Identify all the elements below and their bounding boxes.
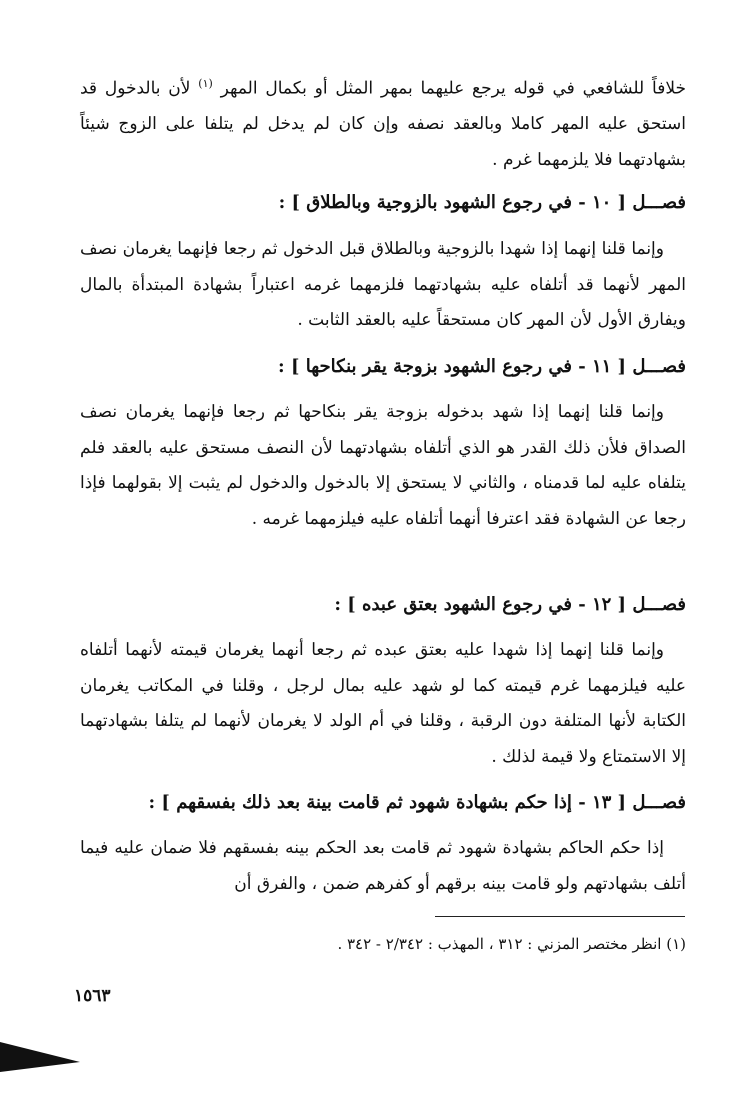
section-heading-10: فصـــل [ ١٠ - في رجوع الشهود بالزوجية وبالطلاق ] : xyxy=(278,192,686,213)
footnote-separator xyxy=(435,916,685,917)
paragraph-10: وإنما قلنا إنهما إذا شهدا بالزوجية وبالطلاق قبل الدخول ثم رجعا فإنهما يغرمان نصف المهر لأنهما قد أتلفاه عليه بشهادتهما فلزمهما غرمه اعتباراً بشهادة المبتدأة بالمال ويفارق الأول لأن المهر كان مستحقاً عليه بالعقد الثابت . xyxy=(80,239,686,330)
paragraph-intro xyxy=(80,66,686,178)
footnote-reference: (١) xyxy=(198,77,213,90)
section-heading-11: فصـــل [ ١١ - في رجوع الشهود بزوجة يقر بنكاحها ] : xyxy=(278,356,686,377)
paragraph-13: إذا حكم الحاكم بشهادة شهود ثم قامت بعد الحكم بينه بفسقهم فلا ضمان عليه فيما أتلف بشهادتهم ولو قامت بينه برقهم أو كفرهم ضمن ، والفرق أن xyxy=(80,838,686,894)
footnote: (١) انظر مختصر المزني : ٣١٢ ، المهذب : ٢/٣٤٢ - ٣٤٢ . xyxy=(337,935,686,953)
paragraph-11: وإنما قلنا إنهما إذا شهد بدخوله بزوجة يقر بنكاحها ثم رجعا فإنهما يغرمان نصف الصداق فلأن ذلك القدر هو الذي أتلفاه بشهادتهما لأن النصف مستحق عليه بالعقد فلم يتلفاه عليه لما قدمناه ، والثاني لا يستحق إلا بالدخول والدخول لم يثبت إلا بقولهما فإذا رجعا عن الشهادة فقد اعترفا أنهما أتلفاه عليه فيلزمهما غرمه . xyxy=(80,402,686,529)
section-heading-12: فصـــل [ ١٢ - في رجوع الشهود بعتق عبده ] : xyxy=(334,594,686,615)
paragraph-text: لأن بالدخول قد استحق عليه المهر كاملا وبالعقد نصفه وإن كان لم يدخل لم يتلفا على الزوج شيئاً بشهادتهما فلا يلزمهما غرم . xyxy=(80,78,686,170)
paragraph-text: خلافاً للشافعي في قوله يرجع عليهما بمهر المثل أو بكمال المهر xyxy=(212,78,686,99)
scan-edge-shadow xyxy=(0,1032,80,1072)
paragraph-12: وإنما قلنا إنهما إذا شهدا عليه بعتق عبده ثم رجعا أنهما يغرمان قيمته لأنهما أتلفاه عليه فيلزمهما غرم قيمته كما لو شهد عليه بمال لرجل ، وقلنا في المكاتب يغرمان الكتابة لأنها المتلفة دون الرقبة ، وقلنا في أم الولد لا يغرمان لأنهما لم يتلفا بشهادتهما إلا الاستمتاع ولا قيمة لذلك . xyxy=(80,640,686,767)
page-number: ١٥٦٣ xyxy=(74,986,111,1006)
section-heading-13: فصـــل [ ١٣ - إذا حكم بشهادة شهود ثم قامت بينة بعد ذلك بفسقهم ] : xyxy=(148,792,686,813)
